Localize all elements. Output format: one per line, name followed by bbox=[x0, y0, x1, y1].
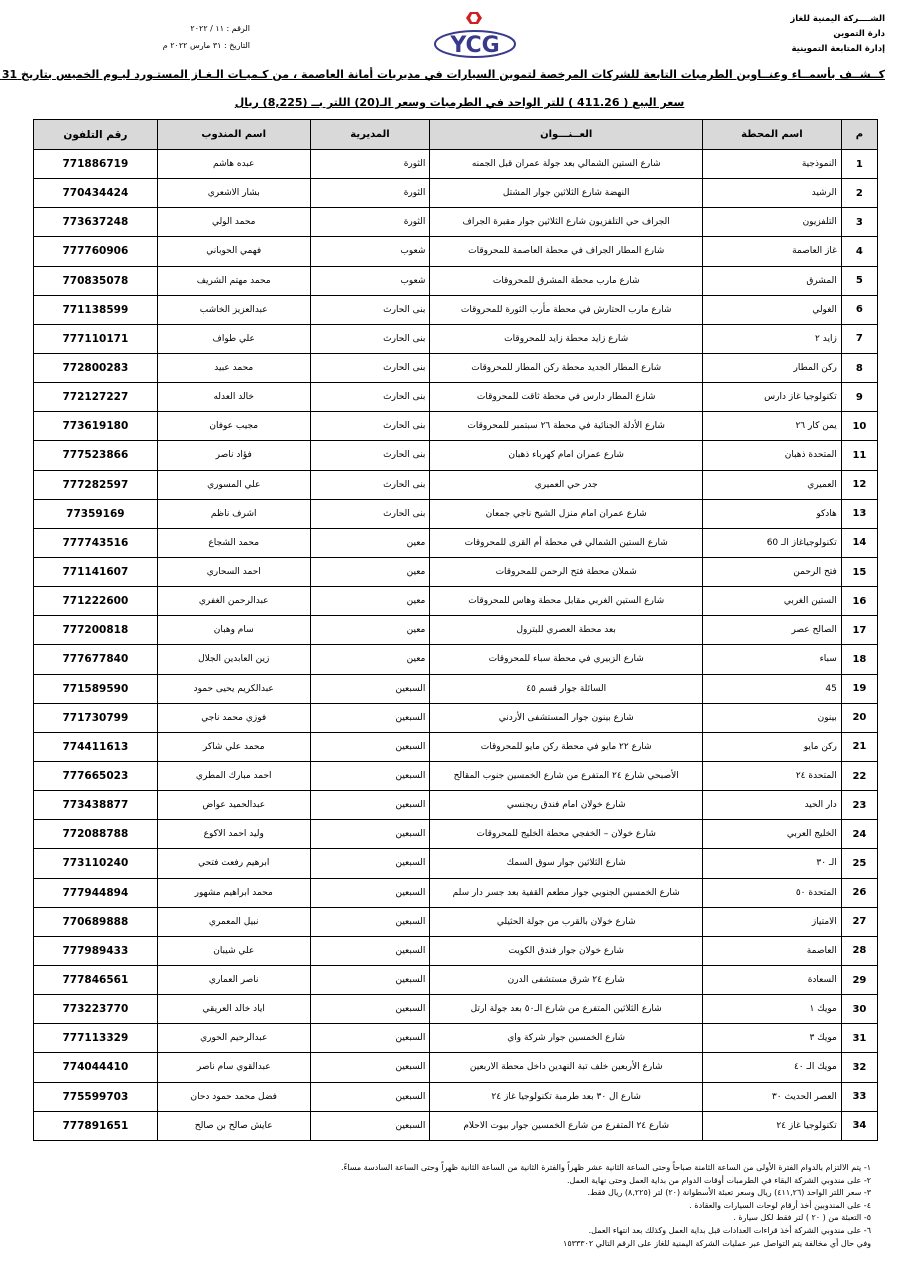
station-name: التلفزيون bbox=[702, 208, 841, 237]
phone-number: 773223770 bbox=[34, 995, 158, 1024]
station-name: ركن مايو bbox=[702, 732, 841, 761]
row-num: 1 bbox=[841, 150, 877, 179]
station-name: فتح الرحمن bbox=[702, 557, 841, 586]
station-address: شارع مارب محطة المشرق للمحروقات bbox=[430, 266, 703, 295]
header-num: م bbox=[841, 120, 877, 150]
table-row bbox=[34, 237, 878, 266]
phone-number: 773637248 bbox=[34, 208, 158, 237]
row-num: 26 bbox=[841, 878, 877, 907]
date-label: التاريخ : bbox=[223, 41, 250, 50]
station-name: الرشيد bbox=[702, 179, 841, 208]
station-name: تكنولوجيا غاز ٢٤ bbox=[702, 1111, 841, 1140]
station-address: شارع عمران امام كهرباء ذهبان bbox=[430, 441, 703, 470]
row-num: 13 bbox=[841, 499, 877, 528]
note-item: ٥- التعبئة من ( ٢٠ ) لتر فقط لكل سيارة . bbox=[733, 1213, 871, 1223]
row-num: 10 bbox=[841, 412, 877, 441]
station-name: غاز العاصمة bbox=[702, 237, 841, 266]
station-name: الستين الغربي bbox=[702, 587, 841, 616]
representative-name: علي شيبان bbox=[157, 936, 310, 965]
table-row bbox=[34, 1053, 878, 1082]
table-row bbox=[34, 849, 878, 878]
phone-number: 777891651 bbox=[34, 1111, 158, 1140]
representative-name: اشرف ناظم bbox=[157, 499, 310, 528]
representative-name: فهمي الحوباني bbox=[157, 237, 310, 266]
station-district: السبعين bbox=[310, 761, 430, 790]
station-district: السبعين bbox=[310, 907, 430, 936]
company-logo-icon bbox=[432, 8, 518, 62]
row-num: 22 bbox=[841, 761, 877, 790]
phone-number: 777743516 bbox=[34, 528, 158, 557]
station-address: الجراف حي التلفزيون شارع الثلاثين جوار مقبرة الجراف bbox=[430, 208, 703, 237]
representative-name: محمد عبيد bbox=[157, 353, 310, 382]
station-district: بنى الحارث bbox=[310, 353, 430, 382]
table-row bbox=[34, 791, 878, 820]
row-num: 29 bbox=[841, 965, 877, 994]
station-address: شارع خولان امام فندق ريجنسي bbox=[430, 791, 703, 820]
station-name: تكنولوجياغاز الـ 60 bbox=[702, 528, 841, 557]
station-district: السبعين bbox=[310, 965, 430, 994]
station-name: الغولي bbox=[702, 295, 841, 324]
station-district: السبعين bbox=[310, 1082, 430, 1111]
row-num: 11 bbox=[841, 441, 877, 470]
station-name: الامتياز bbox=[702, 907, 841, 936]
row-num: 28 bbox=[841, 936, 877, 965]
row-num: 15 bbox=[841, 557, 877, 586]
table-row bbox=[34, 383, 878, 412]
representative-name: اياد خالد العريقي bbox=[157, 995, 310, 1024]
document-header bbox=[20, 8, 885, 64]
table-row bbox=[34, 266, 878, 295]
phone-number: 777944894 bbox=[34, 878, 158, 907]
table-row bbox=[34, 907, 878, 936]
station-address: شارع مارب الحتارش في محطة مأرب الثورة للمحروقات bbox=[430, 295, 703, 324]
representative-name: سام وهبان bbox=[157, 616, 310, 645]
representative-name: بشار الاشعري bbox=[157, 179, 310, 208]
station-address: شارع بينون جوار المستشفى الأردني bbox=[430, 703, 703, 732]
note-item: ٤- على المندوبين أخذ أرقام لوحات السيارات والعقادة . bbox=[689, 1200, 871, 1210]
header-address: العــنـــوان bbox=[430, 120, 703, 150]
representative-name: عبدالرحمن الغفري bbox=[157, 587, 310, 616]
phone-number: 774044410 bbox=[34, 1053, 158, 1082]
representative-name: محمد الولي bbox=[157, 208, 310, 237]
station-district: السبعين bbox=[310, 703, 430, 732]
station-address: شارع الخمسين جوار شركة واي bbox=[430, 1024, 703, 1053]
table-row bbox=[34, 878, 878, 907]
table-row bbox=[34, 1024, 878, 1053]
row-num: 34 bbox=[841, 1111, 877, 1140]
station-name: المتحدة ٢٤ bbox=[702, 761, 841, 790]
row-num: 25 bbox=[841, 849, 877, 878]
station-address: شارع الأربعين خلف تبة النهدين داخل محطة الاربعين bbox=[430, 1053, 703, 1082]
representative-name: عبدالعزيز الخاشب bbox=[157, 295, 310, 324]
station-name: العصر الحديث ٣٠ bbox=[702, 1082, 841, 1111]
station-name: الصالح عصر bbox=[702, 616, 841, 645]
table-row bbox=[34, 528, 878, 557]
station-address: شارع الستين الغربي مقابل محطة وهاس للمحروقات bbox=[430, 587, 703, 616]
table-row bbox=[34, 732, 878, 761]
representative-name: فوزي محمد ناجي bbox=[157, 703, 310, 732]
station-name: ركن المطار bbox=[702, 353, 841, 382]
row-num: 19 bbox=[841, 674, 877, 703]
representative-name: عبدالرحيم الحوري bbox=[157, 1024, 310, 1053]
row-num: 9 bbox=[841, 383, 877, 412]
table-row bbox=[34, 995, 878, 1024]
table-row bbox=[34, 820, 878, 849]
row-num: 33 bbox=[841, 1082, 877, 1111]
table-row bbox=[34, 965, 878, 994]
station-district: شعوب bbox=[310, 266, 430, 295]
representative-name: محمد مهتم الشريف bbox=[157, 266, 310, 295]
station-address: شارع المطار الجراف في محطة العاصمة للمحروقات bbox=[430, 237, 703, 266]
representative-name: محمد الشجاع bbox=[157, 528, 310, 557]
phone-number: 77359169 bbox=[34, 499, 158, 528]
phone-number: 775599703 bbox=[34, 1082, 158, 1111]
notes-list bbox=[31, 1162, 871, 1250]
station-name: تكنولوجيا غاز دارس bbox=[702, 383, 841, 412]
station-address: شارع المطار الجديد محطة ركن المطار للمحروقات bbox=[430, 353, 703, 382]
station-district: معين bbox=[310, 528, 430, 557]
company-name: الشــــركة اليمنية للغاز bbox=[790, 14, 885, 24]
station-district: الثورة bbox=[310, 208, 430, 237]
phone-number: 777665023 bbox=[34, 761, 158, 790]
station-district: السبعين bbox=[310, 791, 430, 820]
representative-name: عبدالحميد عواض bbox=[157, 791, 310, 820]
station-district: السبعين bbox=[310, 849, 430, 878]
station-district: السبعين bbox=[310, 936, 430, 965]
table-row bbox=[34, 1082, 878, 1111]
phone-number: 777113329 bbox=[34, 1024, 158, 1053]
phone-number: 773438877 bbox=[34, 791, 158, 820]
table-row bbox=[34, 150, 878, 179]
representative-name: ابرهيم رفعت فتحي bbox=[157, 849, 310, 878]
issuer-block bbox=[685, 12, 885, 57]
header-station: اسم المحطة bbox=[702, 120, 841, 150]
table-row bbox=[34, 208, 878, 237]
table-row bbox=[34, 324, 878, 353]
row-num: 14 bbox=[841, 528, 877, 557]
representative-name: عايش صالح بن صالح bbox=[157, 1111, 310, 1140]
representative-name: عبدالقوي سام ناصر bbox=[157, 1053, 310, 1082]
station-address: بعد محطة العصري للبترول bbox=[430, 616, 703, 645]
price-subtitle: سعر البيع ( 411.26 ) للتر الواحد في الطرمبات وسعر الـ(20) اللتر بــ (8,225) ريال bbox=[234, 96, 685, 109]
station-district: معين bbox=[310, 557, 430, 586]
station-address: شارع ٢٢ مايو في محطة ركن مايو للمحروقات bbox=[430, 732, 703, 761]
station-address: الأصبحي شارع ٢٤ المتفرع من شارع الخمسين جنوب المقالح bbox=[430, 761, 703, 790]
station-address: شارع زايد محطة زايد للمحروقات bbox=[430, 324, 703, 353]
phone-number: 771141607 bbox=[34, 557, 158, 586]
station-district: السبعين bbox=[310, 674, 430, 703]
row-num: 21 bbox=[841, 732, 877, 761]
phone-number: 777989433 bbox=[34, 936, 158, 965]
station-district: السبعين bbox=[310, 732, 430, 761]
document-title: كــشــف بأسمــاء وعنــاوين الطرمبات التابعة للشركات المرخصة لتموين السيارات في مديريات أمانة العاصمة ، من كـميـات الـغـاز المستـورد ليـوم الخميس بتاريخ 31 bbox=[1, 68, 885, 81]
table-row bbox=[34, 295, 878, 324]
station-address: شارع المطار دارس في محطة ثاقت للمحروقات bbox=[430, 383, 703, 412]
station-district: بنى الحارث bbox=[310, 412, 430, 441]
station-district: بنى الحارث bbox=[310, 499, 430, 528]
station-address: شملان محطة فتح الرحمن للمحروقات bbox=[430, 557, 703, 586]
station-district: السبعين bbox=[310, 995, 430, 1024]
phone-number: 773619180 bbox=[34, 412, 158, 441]
station-district: السبعين bbox=[310, 1053, 430, 1082]
phone-number: 777110171 bbox=[34, 324, 158, 353]
station-name: المتحدة ٥٠ bbox=[702, 878, 841, 907]
station-address: السائلة جوار قسم ٤٥ bbox=[430, 674, 703, 703]
station-district: شعوب bbox=[310, 237, 430, 266]
phone-number: 771589590 bbox=[34, 674, 158, 703]
phone-number: 777200818 bbox=[34, 616, 158, 645]
table-row bbox=[34, 1111, 878, 1140]
station-district: السبعين bbox=[310, 1024, 430, 1053]
row-num: 4 bbox=[841, 237, 877, 266]
station-district: بنى الحارث bbox=[310, 324, 430, 353]
station-district: بنى الحارث bbox=[310, 295, 430, 324]
phone-number: 777282597 bbox=[34, 470, 158, 499]
station-district: السبعين bbox=[310, 878, 430, 907]
station-address: شارع الثلاثين المتفرع من شارع الـ٥٠ بعد جولة ارتل bbox=[430, 995, 703, 1024]
station-address: شارع خولان – الخفجي محطة الخليج للمحروقات bbox=[430, 820, 703, 849]
station-address: شارع الستين الشمالي بعد جولة عمران قبل الجمنه bbox=[430, 150, 703, 179]
station-name: السعادة bbox=[702, 965, 841, 994]
note-item: وفي حال أي مخالفة يتم التواصل عبر عمليات الشركة اليمنية للغاز على الرقم التالي ١٥٣٣٣٠٢ bbox=[563, 1238, 871, 1248]
station-address: شارع ال ٣٠ بعد طرمبة تكنولوجيا غاز ٢٤ bbox=[430, 1082, 703, 1111]
phone-number: 771138599 bbox=[34, 295, 158, 324]
phone-number: 772800283 bbox=[34, 353, 158, 382]
station-address: شارع ٢٤ المتفرع من شارع الخمسين جوار بيوت الاحلام bbox=[430, 1111, 703, 1140]
representative-name: نبيل المعمري bbox=[157, 907, 310, 936]
phone-number: 771222600 bbox=[34, 587, 158, 616]
row-num: 23 bbox=[841, 791, 877, 820]
station-address: شارع الزبيري في محطة سباء للمحروقات bbox=[430, 645, 703, 674]
row-num: 6 bbox=[841, 295, 877, 324]
header-rep: اسم المندوب bbox=[157, 120, 310, 150]
representative-name: علي المسوري bbox=[157, 470, 310, 499]
table-row bbox=[34, 703, 878, 732]
stations-table bbox=[33, 119, 878, 1141]
phone-number: 771730799 bbox=[34, 703, 158, 732]
station-address: جدر حي العميري bbox=[430, 470, 703, 499]
representative-name: فؤاد ناصر bbox=[157, 441, 310, 470]
table-row bbox=[34, 557, 878, 586]
station-address: شارع الثلاثين جوار سوق السمك bbox=[430, 849, 703, 878]
header-district: المديرية bbox=[310, 120, 430, 150]
station-address: شارع خولان بالقرب من جولة الحثيلي bbox=[430, 907, 703, 936]
representative-name: فضل محمد حمود دحان bbox=[157, 1082, 310, 1111]
station-name: دار الحيد bbox=[702, 791, 841, 820]
section-name: إدارة المتابعة التموينية bbox=[791, 44, 885, 54]
station-district: بنى الحارث bbox=[310, 383, 430, 412]
row-num: 3 bbox=[841, 208, 877, 237]
station-name: النموذجية bbox=[702, 150, 841, 179]
station-address: شارع ٢٤ شرق مستشفى الدرن bbox=[430, 965, 703, 994]
representative-name: مجيب عوفان bbox=[157, 412, 310, 441]
phone-number: 770835078 bbox=[34, 266, 158, 295]
station-district: بنى الحارث bbox=[310, 470, 430, 499]
station-name: مويك الـ ٤٠ bbox=[702, 1053, 841, 1082]
station-district: السبعين bbox=[310, 1111, 430, 1140]
representative-name: احمد السحاري bbox=[157, 557, 310, 586]
table-row bbox=[34, 499, 878, 528]
logo-lettering: YCG bbox=[450, 33, 500, 58]
note-item: ٣- سعر اللتر الواحد (٤١١,٢٦) ريال وسعر تعبئة الأسطوانة (٢٠) لتر (٨,٢٢٥) ريال فقط. bbox=[587, 1188, 871, 1198]
table-row bbox=[34, 936, 878, 965]
representative-name: عبدالكريم يحيى حمود bbox=[157, 674, 310, 703]
phone-number: 777760906 bbox=[34, 237, 158, 266]
phone-number: 771886719 bbox=[34, 150, 158, 179]
row-num: 30 bbox=[841, 995, 877, 1024]
row-num: 27 bbox=[841, 907, 877, 936]
representative-name: علي طواف bbox=[157, 324, 310, 353]
table-header-row bbox=[34, 120, 878, 150]
phone-number: 772088788 bbox=[34, 820, 158, 849]
phone-number: 773110240 bbox=[34, 849, 158, 878]
table-row bbox=[34, 761, 878, 790]
station-name: سباء bbox=[702, 645, 841, 674]
row-num: 18 bbox=[841, 645, 877, 674]
station-district: معين bbox=[310, 616, 430, 645]
station-name: المشرق bbox=[702, 266, 841, 295]
table-row bbox=[34, 674, 878, 703]
representative-name: خالد العدله bbox=[157, 383, 310, 412]
station-name: مويك ٣ bbox=[702, 1024, 841, 1053]
station-name: العاصمة bbox=[702, 936, 841, 965]
department-name: دارة التموين bbox=[833, 29, 885, 39]
row-num: 24 bbox=[841, 820, 877, 849]
phone-number: 774411613 bbox=[34, 732, 158, 761]
note-item: ٦- على مندوبي الشركة أخذ قراءات العدادات قبل بداية العمل وكذلك بعد انتهاء العمل. bbox=[588, 1225, 871, 1235]
representative-name: ناصر العماري bbox=[157, 965, 310, 994]
phone-number: 770434424 bbox=[34, 179, 158, 208]
station-address: شارع الخمسين الجنوبي جوار مطعم القفية بعد جسر دار سلم bbox=[430, 878, 703, 907]
note-item: ٢- على مندوبي الشركة البقاء في الطرمبات أوقات الدوام من بداية العمل وحتى نهاية العمل. bbox=[567, 1175, 871, 1185]
station-name: زايد ٢ bbox=[702, 324, 841, 353]
station-address: شارع الستين الشمالي في محطة أم القرى للمحروقات bbox=[430, 528, 703, 557]
row-num: 16 bbox=[841, 587, 877, 616]
station-address: النهضة شارع الثلاثين جوار المشتل bbox=[430, 179, 703, 208]
header-phone: رقم التلفون bbox=[34, 120, 158, 150]
phone-number: 777846561 bbox=[34, 965, 158, 994]
phone-number: 770689888 bbox=[34, 907, 158, 936]
representative-name: محمد علي شاكر bbox=[157, 732, 310, 761]
station-address: شارع عمران امام منزل الشيخ ناجي جمعان bbox=[430, 499, 703, 528]
table-row bbox=[34, 645, 878, 674]
row-num: 2 bbox=[841, 179, 877, 208]
station-name: المتحدة ذهبان bbox=[702, 441, 841, 470]
station-name: العميري bbox=[702, 470, 841, 499]
ref-label: الرقم : bbox=[226, 24, 250, 33]
date-value: ٣١ مارس ٢٠٢٢ م bbox=[162, 41, 222, 50]
ref-value: ١١ / ٢٠٢٢ bbox=[190, 24, 224, 33]
representative-name: عبده هاشم bbox=[157, 150, 310, 179]
station-name: مويك ١ bbox=[702, 995, 841, 1024]
table-row bbox=[34, 412, 878, 441]
row-num: 12 bbox=[841, 470, 877, 499]
station-address: شارع الأدلة الجنائية في محطة ٢٦ سبتمبر للمحروقات bbox=[430, 412, 703, 441]
row-num: 17 bbox=[841, 616, 877, 645]
station-name: يمن كار ٢٦ bbox=[702, 412, 841, 441]
station-name: بينون bbox=[702, 703, 841, 732]
station-district: معين bbox=[310, 587, 430, 616]
representative-name: احمد مبارك المطري bbox=[157, 761, 310, 790]
phone-number: 777523866 bbox=[34, 441, 158, 470]
station-name: هادكو bbox=[702, 499, 841, 528]
table-row bbox=[34, 441, 878, 470]
table-row bbox=[34, 179, 878, 208]
row-num: 8 bbox=[841, 353, 877, 382]
station-name: 45 bbox=[702, 674, 841, 703]
station-district: الثورة bbox=[310, 179, 430, 208]
station-name: الخليج العربي bbox=[702, 820, 841, 849]
representative-name: محمد ابراهيم مشهور bbox=[157, 878, 310, 907]
row-num: 20 bbox=[841, 703, 877, 732]
row-num: 7 bbox=[841, 324, 877, 353]
representative-name: زين العابدين الجلال bbox=[157, 645, 310, 674]
reference-block bbox=[120, 20, 250, 54]
table-row bbox=[34, 587, 878, 616]
table-row bbox=[34, 353, 878, 382]
station-district: معين bbox=[310, 645, 430, 674]
representative-name: وليد احمد الاكوع bbox=[157, 820, 310, 849]
station-address: شارع خولان جوار فندق الكويت bbox=[430, 936, 703, 965]
phone-number: 777677840 bbox=[34, 645, 158, 674]
phone-number: 772127227 bbox=[34, 383, 158, 412]
table-row bbox=[34, 616, 878, 645]
note-item: ١- يتم الالتزام بالدوام الفترة الأولى من الساعة الثامنة صباحاً وحتى الساعة الثانية عشر ظهراً والفترة الثانية من الساعة الثانية ظهراً وحتى الساعة السادسة مساءً. bbox=[340, 1163, 871, 1172]
station-district: بنى الحارث bbox=[310, 441, 430, 470]
station-name: الـ ٣٠ bbox=[702, 849, 841, 878]
station-district: الثورة bbox=[310, 150, 430, 179]
table-row bbox=[34, 470, 878, 499]
station-district: السبعين bbox=[310, 820, 430, 849]
row-num: 32 bbox=[841, 1053, 877, 1082]
row-num: 5 bbox=[841, 266, 877, 295]
row-num: 31 bbox=[841, 1024, 877, 1053]
